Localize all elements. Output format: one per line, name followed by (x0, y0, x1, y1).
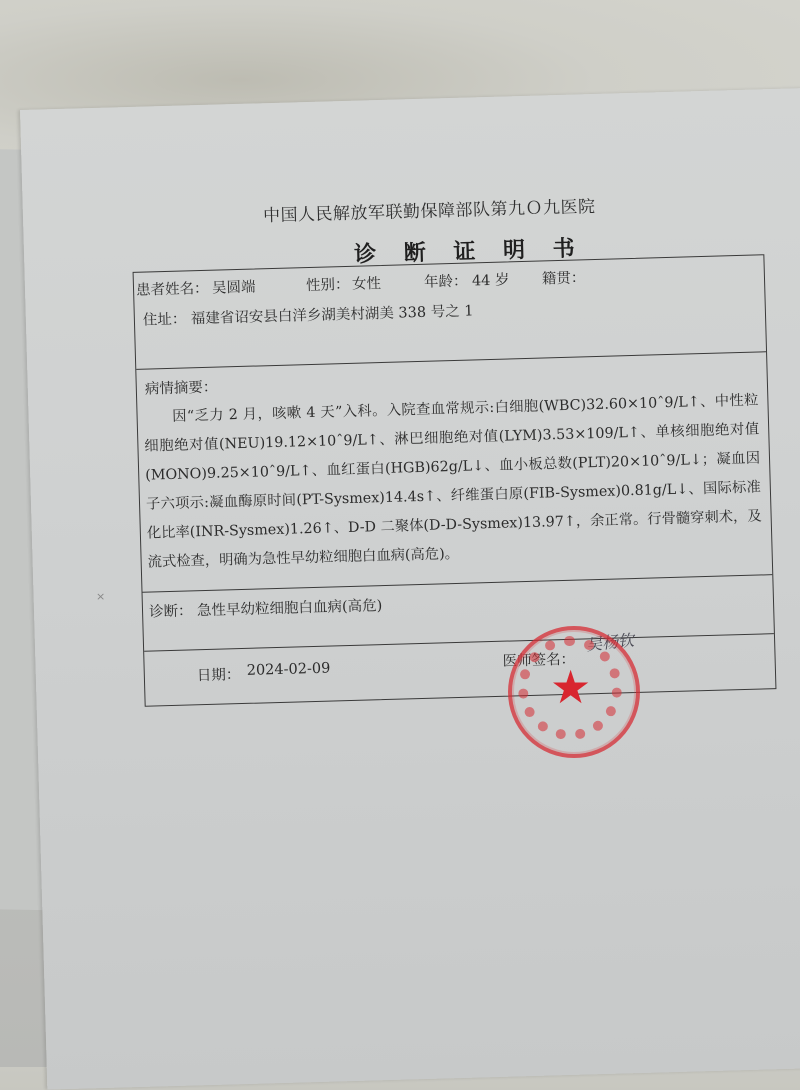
address-value: 福建省诏安县白洋乡湖美村湖美 338 号之 1 (190, 303, 474, 328)
address-label: 住址： (142, 311, 187, 329)
diagnosis-certificate-paper (20, 88, 800, 1090)
small-x-mark: × (96, 590, 106, 603)
native-place-label: 籍贯： (541, 270, 586, 288)
gender-value: 女性 (351, 275, 382, 293)
patient-name-label: 患者姓名： (135, 280, 209, 299)
summary-text (143, 387, 763, 578)
document-title: 诊 断 证 明 书 (353, 236, 586, 268)
date-label: 日期： (196, 667, 241, 685)
star-icon: ★ (550, 660, 592, 714)
certificate-form (133, 254, 777, 706)
diagnosis-label: 诊断： (148, 603, 193, 621)
hospital-name: 中国人民解放军联勤保障部队第九Ｏ九医院 (262, 196, 596, 227)
date-value: 2024-02-09 (246, 660, 331, 679)
doctor-signature-handwriting: 吴杨钦 (585, 630, 635, 655)
case-summary-section (136, 352, 772, 593)
summary-paragraph: 因“乏力 2 月，咳嗽 4 天”入科。入院查血常规示:白细胞(WBC)32.60×10ˆ9/L↑、中性粒细胞绝对值(NEU)19.12×10ˆ9/L↑、淋巴细胞绝对值(LYM)3.53×109/L↑、单核细胞绝对值(MONO)9.25×10ˆ9/L↑、血红蛋白(HGB)62g/L↓、血小板总数(PLT)20×10ˆ9/L↓；凝血因子六项示:凝血酶原时间(PT-Sysmex)14.4s↑、纤维蛋白原(FIB-Sysmex)0.81g/L↓、国际标准化比率(INR-Sysmex)1.26↑、D-D 二聚体(D-D-Sysmex)13.97↑，余正常。行骨髓穿刺术，及流式检查，明确为急性早幼粒细胞白血病(高危)。 (144, 392, 762, 571)
patient-name-value: 吴圆端 (211, 279, 256, 297)
doctor-signature-label: 医师签名： (502, 651, 576, 670)
hospital-seal-stamp (508, 626, 640, 758)
diagnosis-value: 急性早幼粒细胞白血病(高危) (196, 598, 383, 620)
age-label: 年龄： (423, 273, 468, 291)
patient-info-section (134, 255, 766, 370)
summary-label: 病情摘要： (144, 379, 218, 398)
age-value: 44 岁 (471, 272, 510, 290)
gender-label: 性别： (305, 276, 350, 295)
